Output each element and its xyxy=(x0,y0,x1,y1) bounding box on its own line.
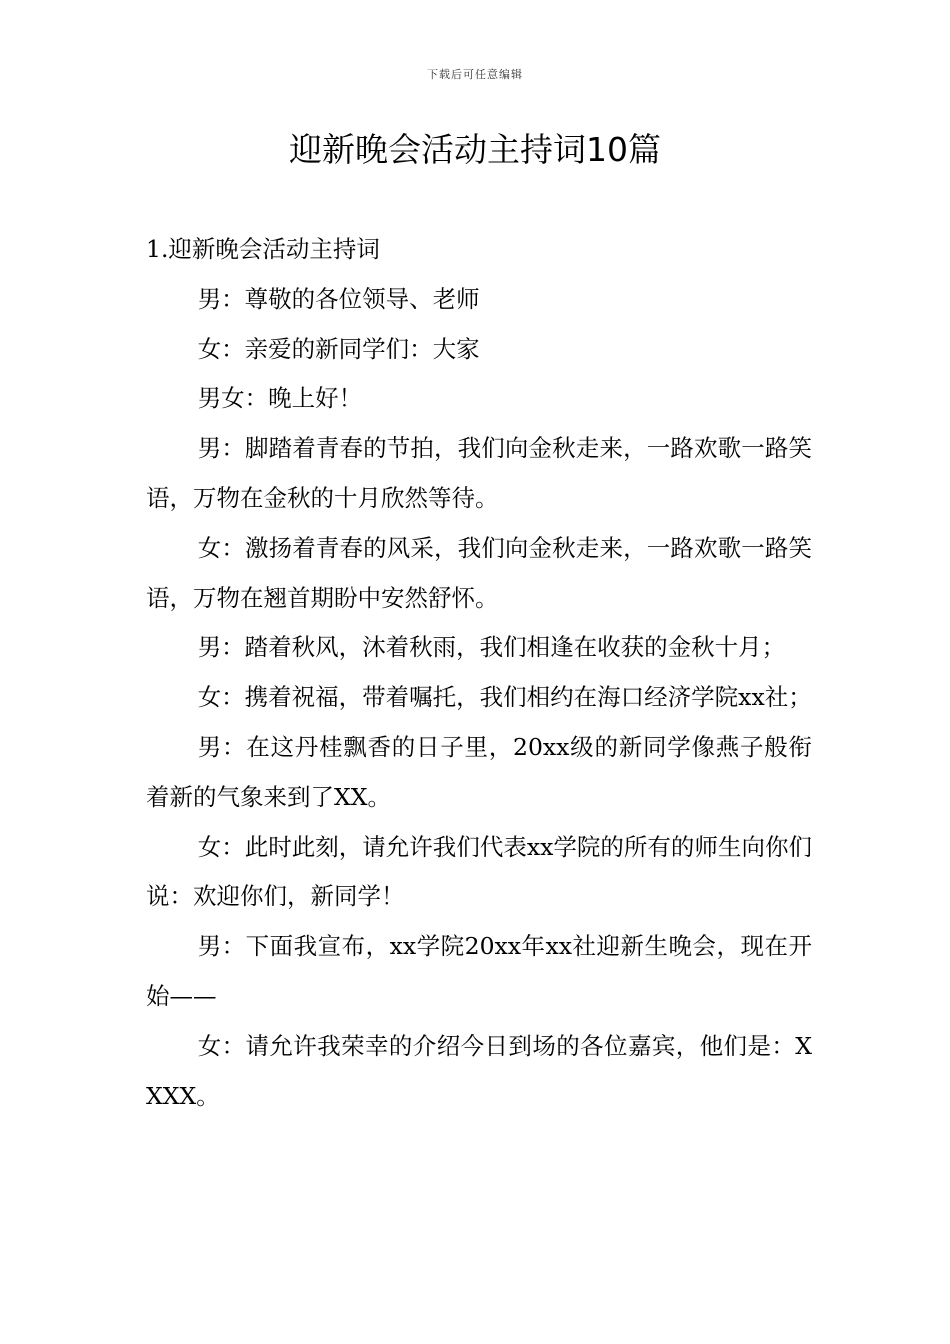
paragraph: 女：激扬着青春的风采，我们向金秋走来，一路欢歌一路笑语，万物在翘首期盼中安然舒怀。 xyxy=(146,533,812,612)
section-heading: 1.迎新晚会活动主持词 xyxy=(146,235,380,263)
paragraph: 男：下面我宣布，xx学院20xx年xx社迎新生晚会，现在开始—— xyxy=(146,932,812,1010)
page-header-note: 下载后可任意编辑 xyxy=(427,68,523,81)
document-title: 迎新晚会活动主持词10篇 xyxy=(289,130,661,169)
paragraph: 女：请允许我荣幸的介绍今日到场的各位嘉宾，他们是：XXXX。 xyxy=(146,1031,812,1110)
paragraph: 女：此时此刻，请允许我们代表xx学院的所有的师生向你们说：欢迎你们，新同学！ xyxy=(146,832,812,911)
paragraph: 男：踏着秋风，沐着秋雨，我们相逢在收获的金秋十月； xyxy=(197,633,786,662)
paragraph: 男：尊敬的各位领导、老师 xyxy=(197,284,480,313)
paragraph: 男：脚踏着青春的节拍，我们向金秋走来，一路欢歌一路笑语，万物在金秋的十月欣然等待。 xyxy=(146,434,812,512)
paragraph: 男女：晚上好！ xyxy=(197,384,363,413)
paragraph: 女：亲爱的新同学们：大家 xyxy=(197,334,480,363)
document-body xyxy=(146,225,812,1121)
paragraph: 女：携着祝福，带着嘱托，我们相约在海口经济学院xx社； xyxy=(197,683,812,712)
paragraph: 男：在这丹桂飘香的日子里，20xx级的新同学像燕子般衔着新的气象来到了XX。 xyxy=(146,732,812,811)
